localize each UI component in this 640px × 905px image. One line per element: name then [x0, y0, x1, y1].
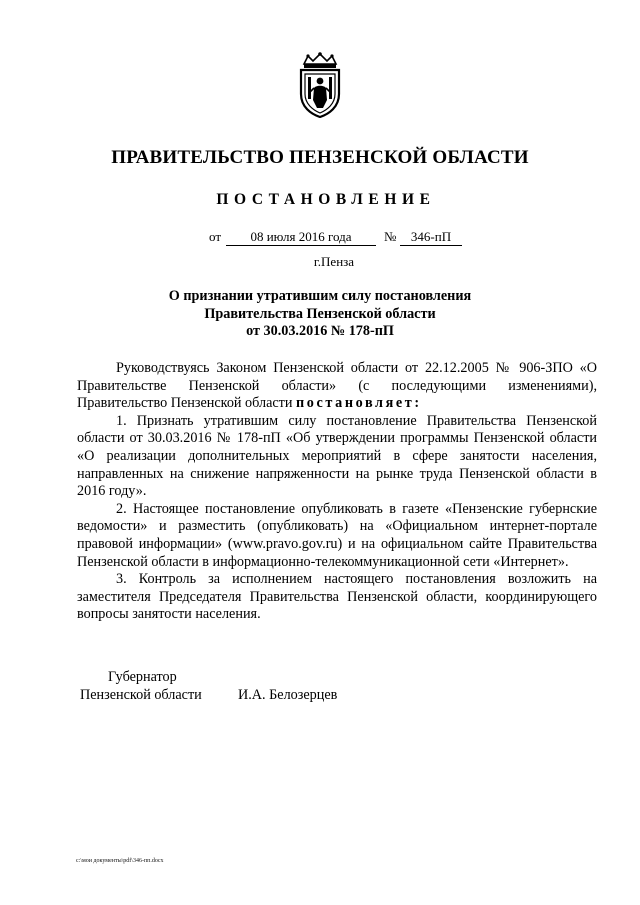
document-type: ПОСТАНОВЛЕНИЕ	[216, 191, 436, 208]
signatory-role-line-1: Губернатор	[108, 669, 177, 685]
subject-line: Правительства Пензенской области	[204, 305, 436, 322]
item-3-paragraph: 3. Контроль за исполнением настоящего постановления возложить на заместителя Председателя Правительства Пензенской области, координирующего вопросы занятости населения.	[77, 571, 597, 623]
date-label: от	[209, 229, 222, 244]
document-number: 346-пП	[400, 229, 462, 246]
number-label: №	[384, 229, 397, 244]
penza-coat-of-arms-icon	[296, 52, 344, 118]
signatory-name: И.А. Белозерцев	[238, 687, 338, 703]
item-1-paragraph: 1. Признать утратившим силу постановление Правительства Пензенской области от 30.03.2016 № 178-пП «Об утверждении программы Пензенской области «О реализации дополнительных мероприятий в сфере занятости населения, направленных на снижение напряженности на рынке труда Пензенской области в 2016 году».	[77, 412, 597, 500]
item-2-paragraph: 2. Настоящее постановление опубликовать в газете «Пензенские губернские ведомости» и разместить (опубликовать) на «Официальном интернет-портале правовой информации» (www.pravo.gov.ru) и на официальном сайте Правительства Пензенской области в информационно-телекоммуникационной сети «Интернет».	[77, 500, 597, 570]
subject-line: О признании утратившим силу постановления	[168, 288, 472, 304]
date-number-line	[0, 229, 640, 249]
subject-line: от 30.03.2016 № 178-пП	[246, 323, 394, 339]
preamble-text: Руководствуясь Законом Пензенской области от 22.12.2005 № 906-ЗПО «О Правительстве Пензенской области» (с последующими изменениями), Правительство Пензенской области	[77, 360, 597, 412]
city: г.Пенза	[313, 254, 355, 269]
signatory-role-line-2: Пензенской области	[80, 687, 202, 703]
document-body	[77, 360, 597, 624]
document-subject	[0, 288, 640, 341]
file-path-footer: c:\мои документы\pdf\346-пп.docx	[76, 858, 164, 864]
decree-word: постановляет:	[296, 395, 422, 412]
document-date: 08 июля 2016 года	[226, 229, 376, 246]
preamble-paragraph	[77, 360, 597, 413]
organization-title: ПРАВИТЕЛЬСТВО ПЕНЗЕНСКОЙ ОБЛАСТИ	[111, 147, 529, 168]
